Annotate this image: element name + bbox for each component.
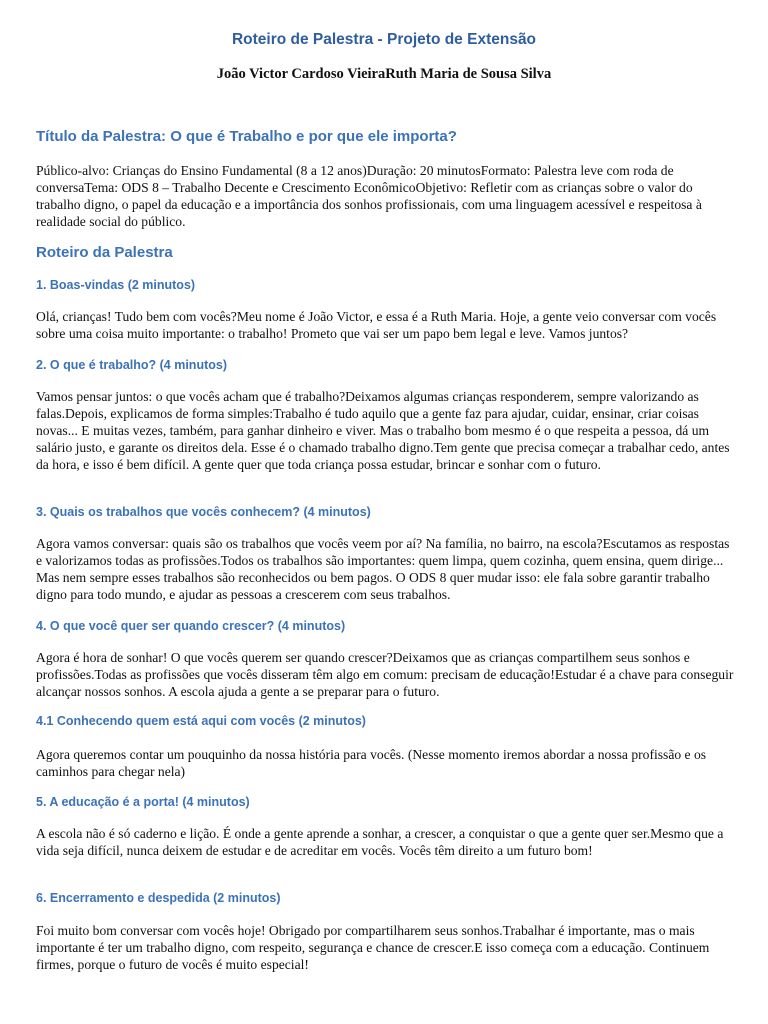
section-heading-quando-crescer: 4. O que você quer ser quando crescer? (4 minutos) (36, 619, 346, 633)
section-text-o-que-e-trabalho: Vamos pensar juntos: o que vocês acham que é trabalho?Deixamos algumas crianças responderem, sempre valorizando as falas.Depois, explicamos de forma simples:Trabalho é tudo aquilo que a gente faz para ajudar, cuidar, ensinar, criar coisas novas... E muitas vezes, também, para ganhar dinheiro e viver. Mas o trabalho bom mesmo é o que respeita a pessoa, dá um salário justo, e garante os direitos dela. Esse é o chamado trabalho digno.Tem gente que precisa começar a trabalhar cedo, antes da hora, e isso é bem difícil. A gente quer que toda criança possa estudar, brincar e sonhar com o futuro. (36, 389, 730, 472)
section-text-conhecendo: Agora queremos contar um pouquinho da nossa história para vocês. (Nesse momento iremos abordar a nossa profissão e os caminhos para chegar nela) (36, 747, 707, 779)
section-text-trabalhos-conhecidos: Agora vamos conversar: quais são os trabalhos que vocês veem por aí? Na família, no bairro, na escola?Escutamos as respostas e valorizamos todas as profissões.Todos os trabalhos são importantes: quem limpa, quem cozinha, quem ensina, quem dirige... Mas nem sempre esses trabalhos são reconhecidos ou bem pagos. O ODS 8 quer mudar isso: ele fala sobre garantir trabalho digno para todo mundo, e ajudar as pessoas a crescerem com seus trabalhos. (36, 536, 730, 602)
section-heading-trabalhos-conhecidos: 3. Quais os trabalhos que vocês conhecem? (4 minutos) (36, 505, 371, 519)
talk-title-heading: Título da Palestra: O que é Trabalho e por que ele importa? (36, 128, 457, 145)
section-text-quando-crescer: Agora é hora de sonhar! O que vocês querem ser quando crescer?Deixamos que as crianças compartilhem seus sonhos e profissões.Todas as profissões que vocês disseram têm algo em comum: precisam de educação!Estudar é a chave para conseguir alcançar nossos sonhos. A escola ajuda a gente a se preparar para o futuro. (36, 650, 734, 699)
section-heading-conhecendo: 4.1 Conhecendo quem está aqui com vocês (2 minutos) (36, 714, 366, 728)
document-authors: João Victor Cardoso VieiraRuth Maria de Sousa Silva (216, 66, 552, 82)
section-heading-o-que-e-trabalho: 2. O que é trabalho? (4 minutos) (36, 358, 227, 372)
outline-heading: Roteiro da Palestra (36, 244, 173, 261)
section-heading-educacao: 5. A educação é a porta! (4 minutos) (36, 795, 250, 809)
section-text-boas-vindas: Olá, crianças! Tudo bem com vocês?Meu nome é João Victor, e essa é a Ruth Maria. Hoje, a gente veio conversar com vocês sobre uma coisa muito importante: o trabalho! Prometo que vai ser um papo bem legal e leve. Vamos juntos? (36, 309, 717, 341)
document-title: Roteiro de Palestra - Projeto de Extensão (231, 31, 537, 48)
section-heading-boas-vindas: 1. Boas-vindas (2 minutos) (36, 278, 196, 292)
section-heading-encerramento: 6. Encerramento e despedida (2 minutos) (36, 891, 281, 905)
section-text-educacao: A escola não é só caderno e lição. É onde a gente aprende a sonhar, a crescer, a conquistar o que a gente quer ser.Mesmo que a vida seja difícil, nunca deixem de estudar e de acreditar em vocês. Vocês têm direito a um futuro bom! (36, 826, 724, 858)
talk-summary: Público-alvo: Crianças do Ensino Fundamental (8 a 12 anos)Duração: 20 minutosFormato: Palestra leve com roda de conversaTema: ODS 8 – Trabalho Decente e Crescimento EconômicoObjetivo: Refletir com as crianças sobre o valor do trabalho digno, o papel da educação e a importância dos sonhos profissionais, com uma linguagem acessível e respeitosa à realidade social do público. (36, 163, 702, 229)
section-text-encerramento: Foi muito bom conversar com vocês hoje! Obrigado por compartilharem seus sonhos.Trabalhar é importante, mas o mais importante é ter um trabalho digno, com respeito, segurança e chance de crescer.E isso começa com a educação. Continuem firmes, porque o futuro de vocês é muito especial! (36, 923, 710, 972)
